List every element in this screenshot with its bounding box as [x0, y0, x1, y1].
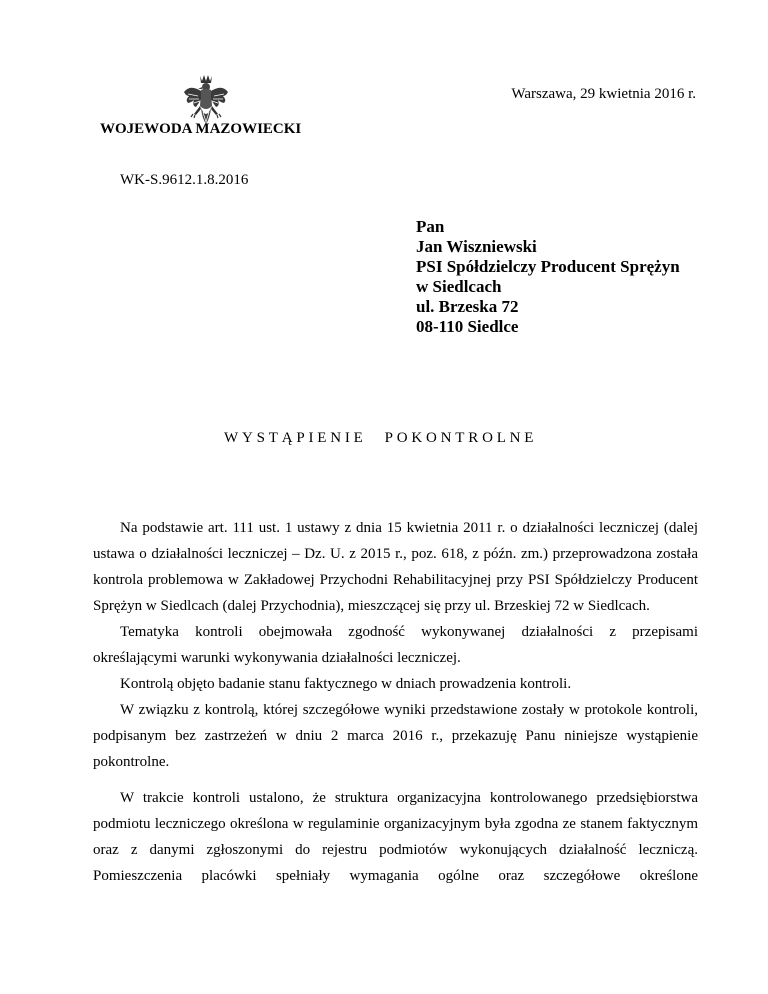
- body-paragraph-findings: W trakcie kontroli ustalono, że struktura organizacyjna kontrolowanego przedsiębiorstwa podmiotu leczniczego określona w regulaminie organizacyjnym była zgodna ze stanem faktycznym oraz z danymi zgłoszonymi do rejestru podmiotów wykonujących działalność leczniczą. Pomieszczenia placówki spełniały wymagania ogólne oraz szczegółowe określone: [93, 790, 698, 884]
- document-date: Warszawa, 29 kwietnia 2016 r.: [511, 86, 696, 102]
- document-title-word-1: WYSTĄPIENIE: [224, 430, 367, 446]
- recipient-address: [416, 217, 680, 337]
- recipient-name: Jan Wiszniewski: [416, 237, 537, 256]
- recipient-salutation: Pan: [416, 217, 445, 236]
- recipient-postal: 08-110 Siedlce: [416, 317, 519, 336]
- recipient-street: ul. Brzeska 72: [416, 297, 519, 316]
- recipient-city-line: w Siedlcach: [416, 277, 502, 296]
- recipient-company: PSI Spółdzielczy Producent Sprężyn: [416, 257, 680, 276]
- body-paragraph-legal-basis: Na podstawie art. 111 ust. 1 ustawy z dnia 15 kwietnia 2011 r. o działalności leczniczej (dalej ustawa o działalności leczniczej – Dz. U. z 2015 r., poz. 618, z późn. zm.) przeprowadzona została kontrola problemowa w Zakładowej Przychodni Rehabilitacyjnej przy PSI Spółdzielczy Producent Sprężyn w Siedlcach (dalej Przychodnia), mieszczącej się przy ul. Brzeskiej 72 w Siedlcach.: [93, 520, 698, 614]
- document-body: [93, 515, 698, 889]
- body-paragraph-subject: Kontrolą objęto badanie stanu faktycznego w dniach prowadzenia kontroli.: [120, 676, 572, 692]
- body-paragraph-scope: Tematyka kontroli obejmowała zgodność wykonywanej działalności z przepisami określającymi warunki wykonywania działalności leczniczej.: [93, 624, 698, 666]
- reference-number: WK-S.9612.1.8.2016: [120, 172, 249, 188]
- issuing-authority: WOJEWODA MAZOWIECKI: [100, 121, 302, 137]
- document-title-word-2: POKONTROLNE: [384, 430, 538, 446]
- body-paragraph-protocol: W związku z kontrolą, której szczegółowe wyniki przedstawione zostały w protokole kontroli, podpisanym bez zastrzeżeń w dniu 2 marca 2016 r., przekazuję Panu niniejsze wystąpienie pokontrolne.: [93, 702, 698, 770]
- document-title: [224, 430, 537, 447]
